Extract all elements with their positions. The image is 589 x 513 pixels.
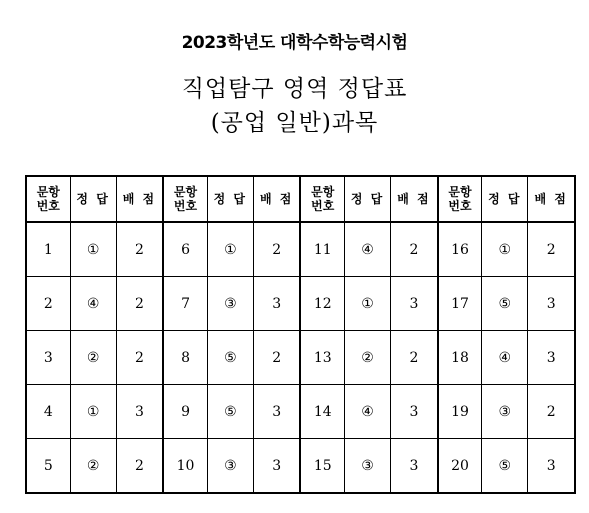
- question-number-cell: 19: [438, 385, 482, 439]
- header-points: 배 점: [528, 176, 575, 222]
- points-cell: 2: [391, 222, 438, 277]
- question-number-cell: 5: [26, 439, 70, 494]
- answer-cell: ②: [345, 331, 391, 385]
- header-answer: 정 답: [70, 176, 116, 222]
- points-cell: 3: [253, 277, 300, 331]
- question-number-cell: 1: [26, 222, 70, 277]
- answer-cell: ①: [482, 222, 528, 277]
- question-number-cell: 8: [163, 331, 207, 385]
- answer-cell: ④: [345, 385, 391, 439]
- points-cell: 2: [116, 222, 163, 277]
- question-number-cell: 13: [300, 331, 344, 385]
- answer-cell: ③: [345, 439, 391, 494]
- header-question-number: [26, 176, 70, 222]
- table-header-row: [26, 176, 575, 222]
- points-cell: 2: [253, 331, 300, 385]
- question-number-cell: 4: [26, 385, 70, 439]
- header-points: 배 점: [116, 176, 163, 222]
- points-cell: 3: [116, 385, 163, 439]
- points-cell: 3: [253, 385, 300, 439]
- question-number-cell: 11: [300, 222, 344, 277]
- answer-cell: ①: [70, 385, 116, 439]
- answer-cell: ⑤: [207, 331, 253, 385]
- answer-cell: ⑤: [207, 385, 253, 439]
- question-number-cell: 17: [438, 277, 482, 331]
- answer-cell: ①: [207, 222, 253, 277]
- table-row: [26, 439, 575, 494]
- points-cell: 2: [391, 331, 438, 385]
- points-cell: 2: [116, 439, 163, 494]
- answer-cell: ③: [207, 439, 253, 494]
- question-number-cell: 14: [300, 385, 344, 439]
- points-cell: 2: [528, 385, 575, 439]
- answer-cell: ③: [207, 277, 253, 331]
- answer-cell: ②: [70, 439, 116, 494]
- header-question-number-line2: 번호: [173, 199, 198, 213]
- question-number-cell: 12: [300, 277, 344, 331]
- table-body: [26, 222, 575, 493]
- points-cell: 3: [528, 277, 575, 331]
- answer-cell: ④: [345, 222, 391, 277]
- answer-cell: ①: [70, 222, 116, 277]
- header-answer: 정 답: [482, 176, 528, 222]
- answer-cell: ②: [70, 331, 116, 385]
- question-number-cell: 7: [163, 277, 207, 331]
- header-points: 배 점: [391, 176, 438, 222]
- header-question-number-line1: 문항: [448, 185, 472, 199]
- header-question-number-line1: 문항: [36, 185, 60, 199]
- points-cell: 3: [528, 439, 575, 494]
- points-cell: 3: [391, 439, 438, 494]
- points-cell: 3: [391, 277, 438, 331]
- points-cell: 2: [528, 222, 575, 277]
- points-cell: 3: [391, 385, 438, 439]
- table-row: [26, 222, 575, 277]
- answer-cell: ⑤: [482, 277, 528, 331]
- header-question-number-line1: 문항: [311, 185, 335, 199]
- question-number-cell: 16: [438, 222, 482, 277]
- table-row: [26, 385, 575, 439]
- points-cell: 3: [253, 439, 300, 494]
- header-points: 배 점: [253, 176, 300, 222]
- question-number-cell: 6: [163, 222, 207, 277]
- points-cell: 2: [116, 277, 163, 331]
- page-title: 직업탐구 영역 정답표: [181, 76, 408, 102]
- header-answer: 정 답: [207, 176, 253, 222]
- answer-table: [25, 175, 576, 494]
- question-number-cell: 15: [300, 439, 344, 494]
- points-cell: 2: [116, 331, 163, 385]
- question-number-cell: 10: [163, 439, 207, 494]
- header-question-number-line1: 문항: [173, 185, 198, 199]
- header-question-number-line2: 번호: [36, 199, 60, 213]
- question-number-cell: 20: [438, 439, 482, 494]
- table-row: [26, 277, 575, 331]
- points-cell: 2: [253, 222, 300, 277]
- answer-cell: ③: [482, 385, 528, 439]
- points-cell: 3: [528, 331, 575, 385]
- question-number-cell: 9: [163, 385, 207, 439]
- question-number-cell: 3: [26, 331, 70, 385]
- header-question-number-line2: 번호: [311, 199, 335, 213]
- table-row: [26, 331, 575, 385]
- answer-cell: ④: [482, 331, 528, 385]
- answer-cell: ⑤: [482, 439, 528, 494]
- header-question-number: [300, 176, 344, 222]
- header-answer: 정 답: [345, 176, 391, 222]
- exam-name: 2023학년도 대학수학능력시험: [181, 33, 408, 53]
- question-number-cell: 18: [438, 331, 482, 385]
- answer-cell: ④: [70, 277, 116, 331]
- header-question-number: [438, 176, 482, 222]
- header-question-number: [163, 176, 207, 222]
- answer-cell: ①: [345, 277, 391, 331]
- header-question-number-line2: 번호: [448, 199, 472, 213]
- subject-title: (공업 일반)과목: [210, 110, 379, 136]
- question-number-cell: 2: [26, 277, 70, 331]
